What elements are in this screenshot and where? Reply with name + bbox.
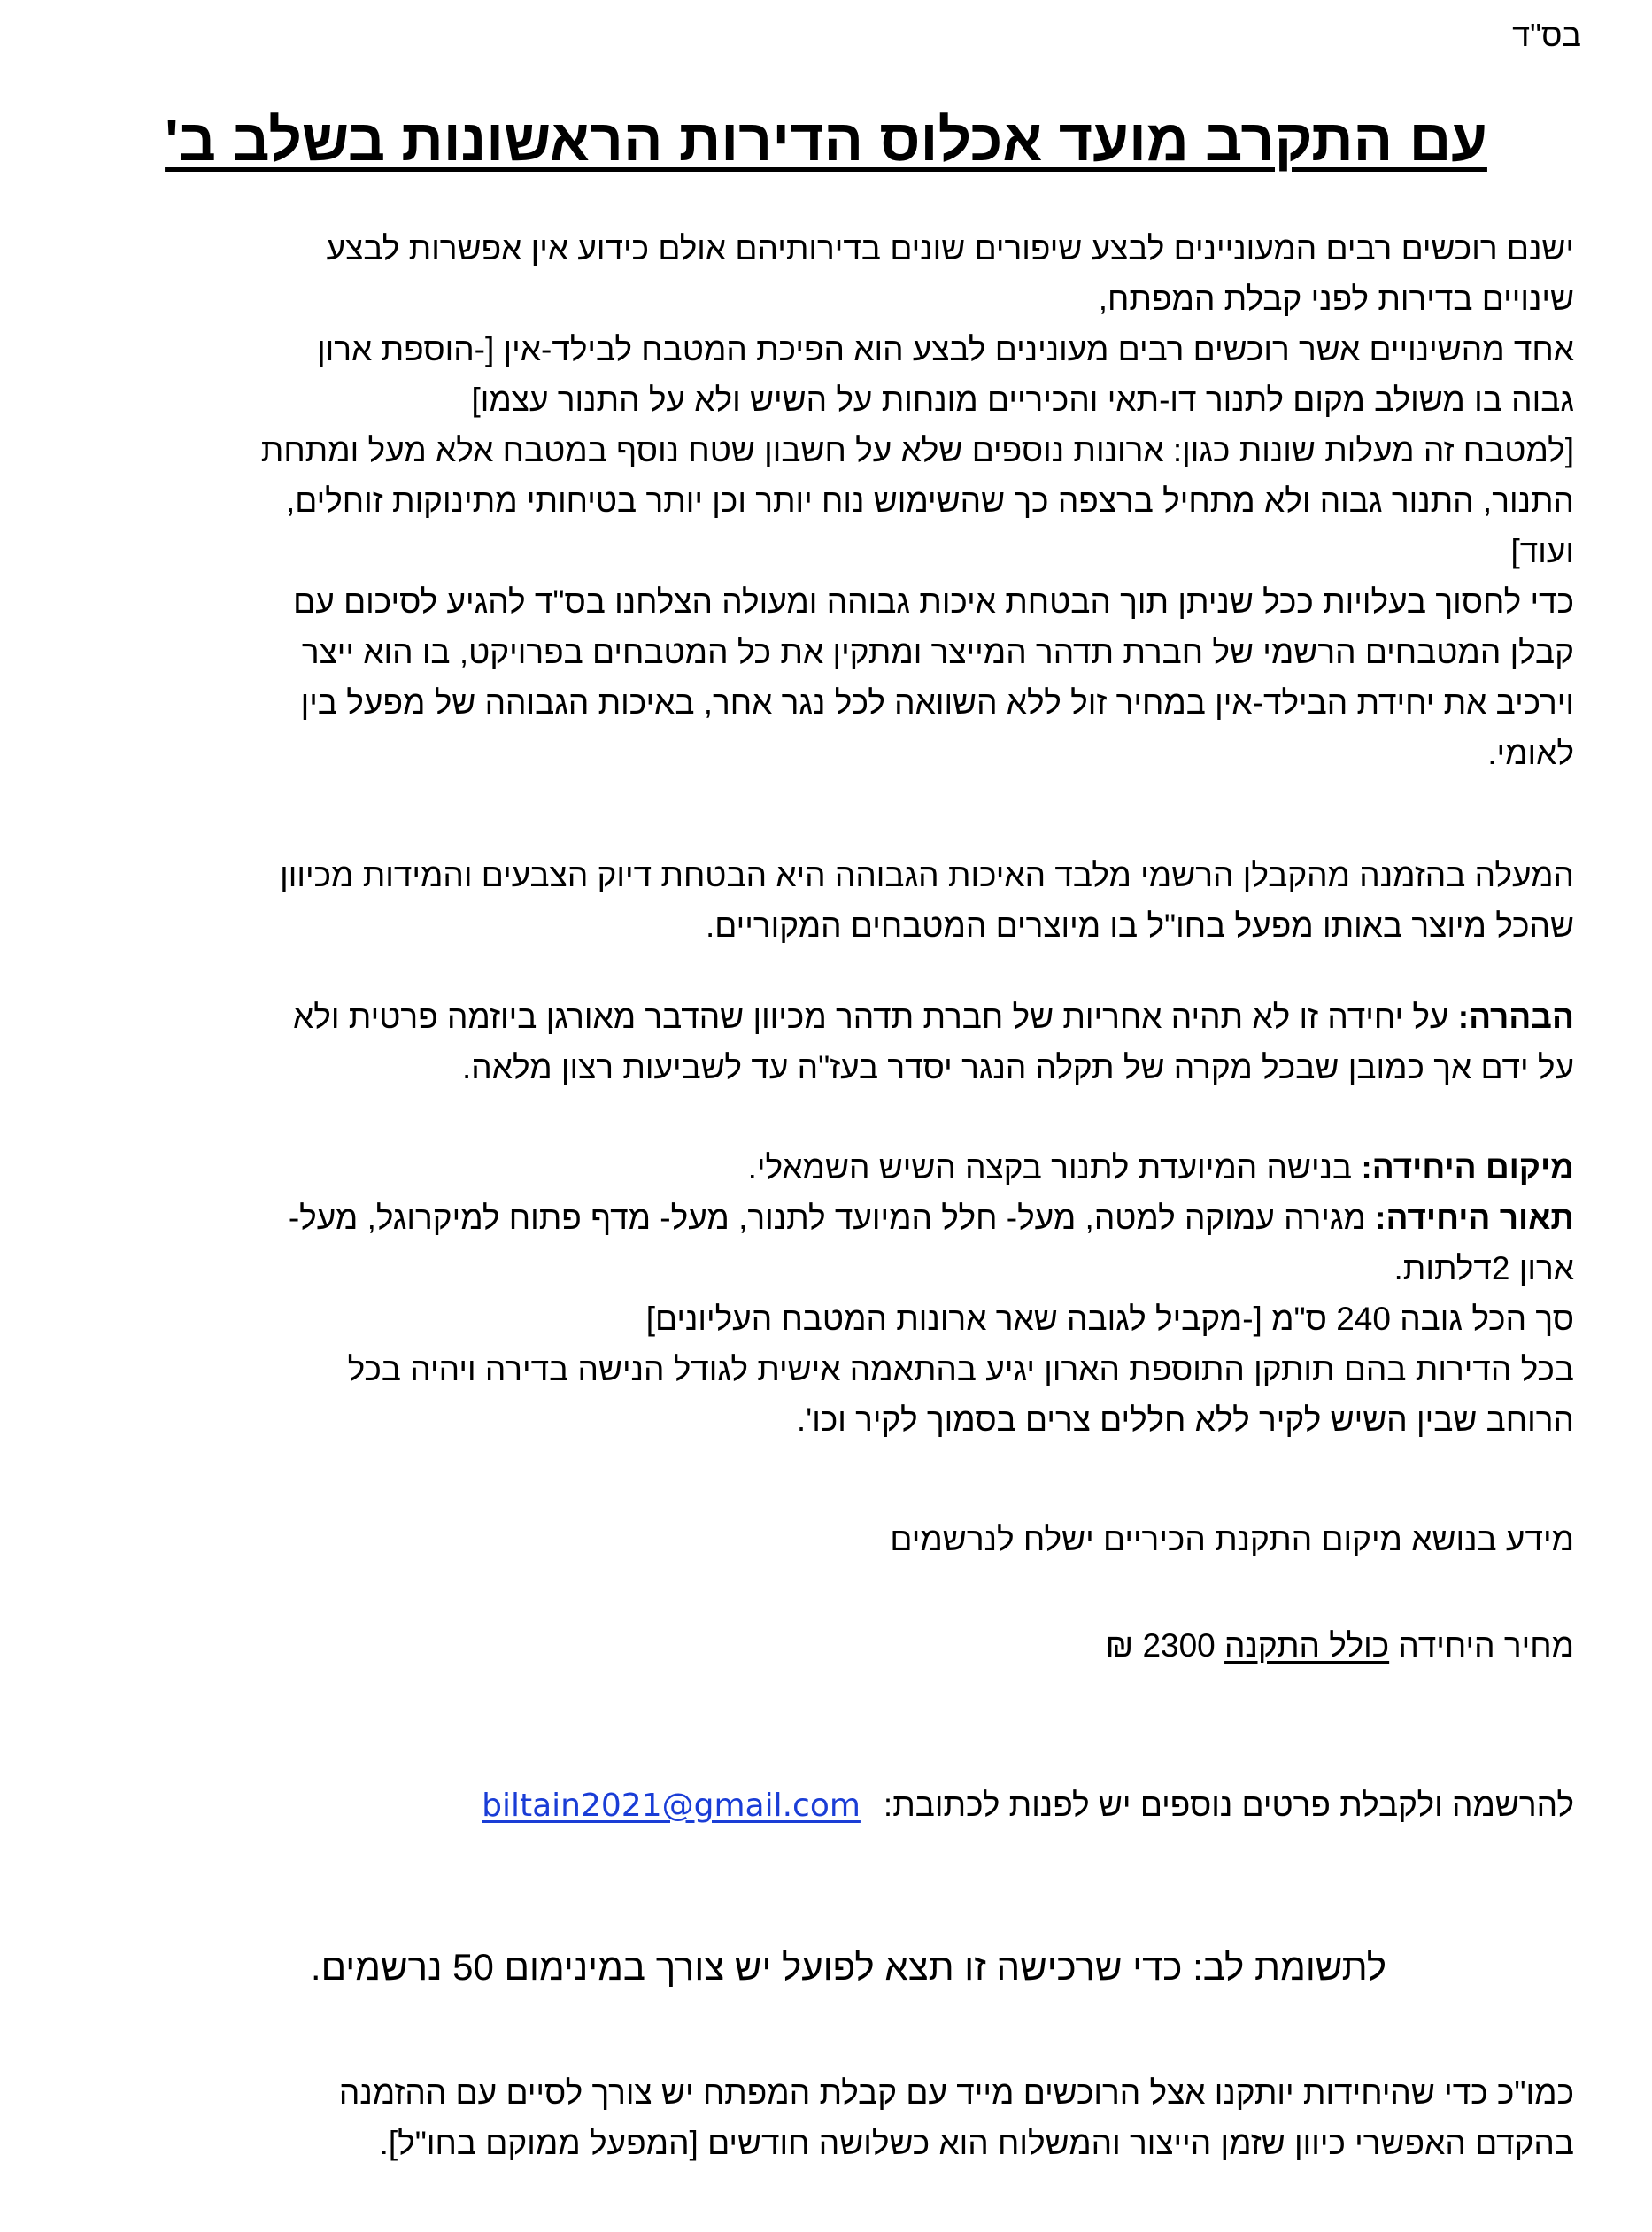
unit-location-text: בנישה המיועדת לתנור בקצה השיש השמאלי. — [747, 1149, 1362, 1186]
intro-line: קבלן המטבחים הרשמי של חברת תדהר המייצר ומתקין את כל המטבחים בפרויקט, בו הוא ייצר — [301, 634, 1574, 670]
intro-line: כדי לחסוך בעלויות ככל שניתן תוך הבטחת איכות גבוהה ומעולה הצלחנו בס"ד להגיע לסיכום עם — [293, 583, 1574, 620]
unit-location-label: מיקום היחידה: — [1361, 1149, 1574, 1186]
timing-line: כמו"כ כדי שהיחידות יותקנו אצל הרוכשים מייד עם קבלת המפתח יש צורך לסיים עם ההזמנה — [338, 2074, 1574, 2111]
advantage-line: שהכל מיוצר באותו מפעל בחו"ל בו מיוצרים המטבחים המקוריים. — [706, 907, 1574, 944]
intro-line: שינויים בדירות לפני קבלת המפתח, — [1098, 281, 1574, 317]
price-amount: 2300 ₪ — [1105, 1627, 1225, 1664]
unit-description-text: מגירה עמוקה למטה, מעל- חלל המיועד לתנור, מעל- מדף פתוח למיקרוגל, מעל- — [288, 1200, 1376, 1236]
notice-line — [147, 1941, 1386, 1994]
clarification-line — [51, 992, 1574, 1042]
email-link[interactable]: biltain2021@gmail.com — [482, 1788, 861, 1824]
stove-info — [51, 1514, 1574, 1564]
clarification-text: על יחידה זו לא תהיה אחריות של חברת תדהר מכיוון שהדבר מאורגן ביוזמה פרטית ולא — [293, 999, 1458, 1035]
unit-description-line-2: ארון 2דלתות. — [1393, 1250, 1574, 1286]
timing-paragraph — [51, 2067, 1574, 2168]
intro-line: ישנם רוכשים רבים המעוניינים לבצע שיפורים שונים בדירותיהם אולם כידוע אין אפשרות לבצע — [326, 230, 1574, 266]
unit-location — [51, 1142, 1574, 1193]
unit-fit-line: הרוחב שבין השיש לקיר ללא חללים צרים בסמוך לקיר וכו'. — [796, 1402, 1574, 1438]
intro-line: התנור, התנור גבוה ולא מתחיל ברצפה כך שהשימוש נוח יותר וכן יותר בטיחותי מתינוקות זוחלים, — [285, 483, 1574, 519]
stove-info-text: מידע בנושא מיקום התקנת הכיריים ישלח לנרשמים — [890, 1521, 1574, 1557]
contact-text: להרשמה ולקבלת פרטים נוספים יש לפנות לכתובת: — [883, 1787, 1574, 1823]
clarification-paragraph — [51, 992, 1574, 1093]
contact-line — [51, 1780, 1574, 1831]
advantage-line: המעלה בהזמנה מהקבלן הרשמי מלבד האיכות הגבוהה היא הבטחת דיוק הצבעים והמידות מכיוון — [280, 857, 1574, 893]
intro-line: גבוה בו משולב מקום לתנור דו-תאי והכיריים מונחות על השיש ולא על התנור עצמו] — [471, 382, 1574, 418]
timing-line: בהקדם האפשרי כיוון שזמן הייצור והמשלוח הוא כשלושה חודשים [המפעל ממוקם בחו"ל]. — [379, 2125, 1574, 2161]
unit-height: סך הכל גובה 240 ס"מ [-מקביל לגובה שאר ארונות המטבח העליונים] — [645, 1301, 1574, 1337]
unit-details — [51, 1142, 1574, 1445]
contact-text-line — [51, 1780, 1574, 1831]
intro-line: אחד מהשינויים אשר רוכשים רבים מעונינים לבצע הוא הפיכת המטבח לבילד-אין [-הוספת ארון — [317, 331, 1574, 367]
price-line — [51, 1620, 1574, 1671]
clarification-label: הבהרה: — [1457, 999, 1574, 1035]
price-includes-installation: כולל התקנה — [1224, 1627, 1390, 1664]
unit-description-label: תאור היחידה: — [1375, 1200, 1574, 1236]
advantage-paragraph — [51, 850, 1574, 951]
unit-description — [51, 1193, 1574, 1243]
corner-mark: בס"ד — [1512, 17, 1581, 53]
page-title: עם התקרב מועד אכלוס הדירות הראשונות בשלב ב' — [165, 107, 1487, 173]
notice-text: לתשומת לב: כדי שרכישה זו תצא לפועל יש צורך במינימום 50 נרשמים. — [310, 1946, 1386, 1988]
unit-fit-line: בכל הדירות בהם תותקן התוספת הארון יגיע בהתאמה אישית לגודל הנישה בדירה ויהיה בכל — [347, 1351, 1574, 1387]
intro-paragraph — [51, 223, 1574, 778]
clarification-line-2: על ידם אך כמובן שבכל מקרה של תקלה הנגר יסדר בעז"ה עד לשביעות רצון מלאה. — [462, 1049, 1574, 1085]
intro-line: וירכיב את יחידת הבילד-אין במחיר זול ללא השוואה לכל נגר אחר, באיכות הגבוהה של מפעל בין — [300, 684, 1574, 721]
intro-line: [למטבח זה מעלות שונות כגון: ארונות נוספים שלא על חשבון שטח נוסף במטבח אלא מעל ומתחת — [260, 432, 1574, 468]
price-prefix: מחיר היחידה — [1389, 1627, 1574, 1664]
price-text — [51, 1620, 1574, 1671]
intro-line: ועוד] — [1510, 533, 1574, 569]
intro-line: לאומי. — [1487, 735, 1574, 771]
